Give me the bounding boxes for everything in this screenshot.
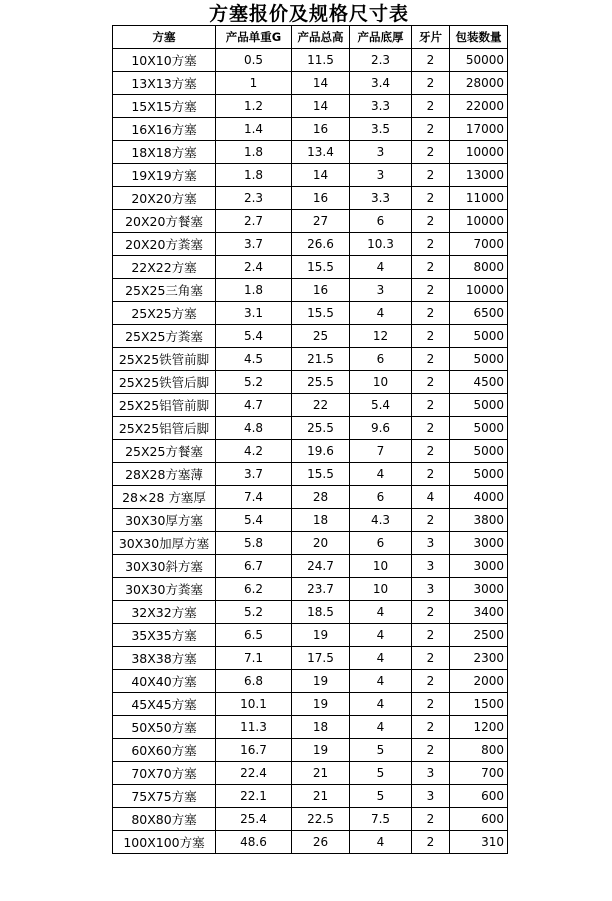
cell-name: 50X50方塞 xyxy=(113,716,216,739)
cell-base-thickness: 7.5 xyxy=(350,808,412,831)
cell-package-qty: 3000 xyxy=(450,555,508,578)
cell-package-qty: 5000 xyxy=(450,440,508,463)
cell-weight: 5.2 xyxy=(216,371,292,394)
cell-weight: 1.8 xyxy=(216,279,292,302)
cell-package-qty: 10000 xyxy=(450,279,508,302)
cell-total-height: 16 xyxy=(292,279,350,302)
table-row xyxy=(113,486,508,509)
table-row xyxy=(113,72,508,95)
cell-base-thickness: 4 xyxy=(350,831,412,854)
table-row xyxy=(113,256,508,279)
cell-teeth: 2 xyxy=(412,256,450,279)
price-spec-table xyxy=(112,25,508,854)
cell-name: 75X75方塞 xyxy=(113,785,216,808)
cell-name: 13X13方塞 xyxy=(113,72,216,95)
page-title: 方塞报价及规格尺寸表 xyxy=(208,3,409,25)
table-row xyxy=(113,555,508,578)
table-row xyxy=(113,578,508,601)
table-row xyxy=(113,325,508,348)
cell-base-thickness: 3 xyxy=(350,164,412,187)
cell-package-qty: 28000 xyxy=(450,72,508,95)
cell-weight: 7.1 xyxy=(216,647,292,670)
cell-total-height: 21 xyxy=(292,762,350,785)
cell-teeth: 2 xyxy=(412,394,450,417)
cell-package-qty: 5000 xyxy=(450,348,508,371)
cell-weight: 16.7 xyxy=(216,739,292,762)
cell-package-qty: 22000 xyxy=(450,95,508,118)
table-row xyxy=(113,739,508,762)
cell-teeth: 2 xyxy=(412,302,450,325)
cell-base-thickness: 5.4 xyxy=(350,394,412,417)
cell-weight: 1.4 xyxy=(216,118,292,141)
cell-base-thickness: 6 xyxy=(350,348,412,371)
table-row xyxy=(113,532,508,555)
cell-base-thickness: 12 xyxy=(350,325,412,348)
cell-base-thickness: 5 xyxy=(350,739,412,762)
cell-name: 30X30厚方塞 xyxy=(113,509,216,532)
cell-weight: 48.6 xyxy=(216,831,292,854)
cell-name: 30X30加厚方塞 xyxy=(113,532,216,555)
cell-base-thickness: 5 xyxy=(350,762,412,785)
cell-weight: 4.5 xyxy=(216,348,292,371)
cell-base-thickness: 3 xyxy=(350,279,412,302)
cell-teeth: 2 xyxy=(412,601,450,624)
cell-weight: 6.5 xyxy=(216,624,292,647)
cell-teeth: 4 xyxy=(412,486,450,509)
table-row xyxy=(113,302,508,325)
column-header-total-height: 产品总高 xyxy=(292,26,350,49)
cell-name: 25X25铝管后脚 xyxy=(113,417,216,440)
cell-name: 40X40方塞 xyxy=(113,670,216,693)
cell-name: 10X10方塞 xyxy=(113,49,216,72)
cell-name: 30X30方粪塞 xyxy=(113,578,216,601)
column-header-name: 方塞 xyxy=(113,26,216,49)
cell-package-qty: 2300 xyxy=(450,647,508,670)
cell-name: 25X25方塞 xyxy=(113,302,216,325)
cell-total-height: 18.5 xyxy=(292,601,350,624)
column-header-weight: 产品单重G xyxy=(216,26,292,49)
cell-total-height: 19 xyxy=(292,624,350,647)
cell-package-qty: 50000 xyxy=(450,49,508,72)
column-header-base-thickness: 产品底厚 xyxy=(350,26,412,49)
table-row xyxy=(113,118,508,141)
cell-total-height: 15.5 xyxy=(292,256,350,279)
cell-base-thickness: 6 xyxy=(350,532,412,555)
cell-name: 70X70方塞 xyxy=(113,762,216,785)
table-row xyxy=(113,417,508,440)
cell-package-qty: 11000 xyxy=(450,187,508,210)
cell-base-thickness: 4.3 xyxy=(350,509,412,532)
cell-package-qty: 5000 xyxy=(450,463,508,486)
cell-package-qty: 4500 xyxy=(450,371,508,394)
table-body xyxy=(113,49,508,854)
cell-total-height: 21 xyxy=(292,785,350,808)
table-row xyxy=(113,463,508,486)
cell-name: 25X25三角塞 xyxy=(113,279,216,302)
cell-base-thickness: 4 xyxy=(350,463,412,486)
cell-package-qty: 310 xyxy=(450,831,508,854)
cell-package-qty: 13000 xyxy=(450,164,508,187)
cell-total-height: 22 xyxy=(292,394,350,417)
cell-weight: 1.8 xyxy=(216,164,292,187)
cell-package-qty: 8000 xyxy=(450,256,508,279)
cell-total-height: 23.7 xyxy=(292,578,350,601)
table-row xyxy=(113,95,508,118)
cell-total-height: 20 xyxy=(292,532,350,555)
cell-weight: 5.4 xyxy=(216,325,292,348)
cell-teeth: 2 xyxy=(412,325,450,348)
cell-teeth: 2 xyxy=(412,279,450,302)
cell-total-height: 25.5 xyxy=(292,417,350,440)
cell-teeth: 3 xyxy=(412,785,450,808)
cell-package-qty: 700 xyxy=(450,762,508,785)
cell-teeth: 3 xyxy=(412,762,450,785)
cell-total-height: 13.4 xyxy=(292,141,350,164)
cell-base-thickness: 10.3 xyxy=(350,233,412,256)
cell-total-height: 16 xyxy=(292,118,350,141)
cell-name: 25X25铁管后脚 xyxy=(113,371,216,394)
cell-teeth: 2 xyxy=(412,463,450,486)
cell-package-qty: 1500 xyxy=(450,693,508,716)
cell-base-thickness: 4 xyxy=(350,716,412,739)
cell-total-height: 22.5 xyxy=(292,808,350,831)
cell-total-height: 14 xyxy=(292,95,350,118)
cell-weight: 5.2 xyxy=(216,601,292,624)
cell-name: 25X25方粪塞 xyxy=(113,325,216,348)
cell-teeth: 2 xyxy=(412,49,450,72)
cell-package-qty: 10000 xyxy=(450,141,508,164)
cell-teeth: 2 xyxy=(412,233,450,256)
cell-weight: 3.7 xyxy=(216,233,292,256)
cell-base-thickness: 4 xyxy=(350,256,412,279)
cell-package-qty: 5000 xyxy=(450,325,508,348)
cell-teeth: 2 xyxy=(412,187,450,210)
cell-weight: 3.7 xyxy=(216,463,292,486)
cell-weight: 22.1 xyxy=(216,785,292,808)
cell-name: 30X30斜方塞 xyxy=(113,555,216,578)
cell-weight: 6.8 xyxy=(216,670,292,693)
table-row xyxy=(113,831,508,854)
cell-weight: 0.5 xyxy=(216,49,292,72)
cell-name: 16X16方塞 xyxy=(113,118,216,141)
cell-weight: 2.7 xyxy=(216,210,292,233)
cell-name: 15X15方塞 xyxy=(113,95,216,118)
cell-total-height: 19 xyxy=(292,693,350,716)
cell-total-height: 15.5 xyxy=(292,302,350,325)
table-row xyxy=(113,187,508,210)
cell-teeth: 3 xyxy=(412,532,450,555)
cell-teeth: 2 xyxy=(412,739,450,762)
cell-teeth: 2 xyxy=(412,210,450,233)
table-row xyxy=(113,624,508,647)
cell-package-qty: 17000 xyxy=(450,118,508,141)
cell-package-qty: 3400 xyxy=(450,601,508,624)
cell-base-thickness: 4 xyxy=(350,624,412,647)
cell-total-height: 17.5 xyxy=(292,647,350,670)
cell-package-qty: 3000 xyxy=(450,578,508,601)
cell-base-thickness: 6 xyxy=(350,486,412,509)
cell-base-thickness: 4 xyxy=(350,302,412,325)
cell-teeth: 2 xyxy=(412,72,450,95)
cell-package-qty: 5000 xyxy=(450,394,508,417)
cell-total-height: 18 xyxy=(292,509,350,532)
cell-package-qty: 800 xyxy=(450,739,508,762)
cell-weight: 3.1 xyxy=(216,302,292,325)
cell-weight: 1.2 xyxy=(216,95,292,118)
cell-teeth: 2 xyxy=(412,831,450,854)
cell-weight: 4.7 xyxy=(216,394,292,417)
table-row xyxy=(113,601,508,624)
table-row xyxy=(113,785,508,808)
cell-teeth: 2 xyxy=(412,164,450,187)
cell-total-height: 16 xyxy=(292,187,350,210)
cell-package-qty: 600 xyxy=(450,808,508,831)
cell-base-thickness: 9.6 xyxy=(350,417,412,440)
cell-teeth: 2 xyxy=(412,141,450,164)
table-row xyxy=(113,440,508,463)
cell-total-height: 14 xyxy=(292,164,350,187)
cell-total-height: 24.7 xyxy=(292,555,350,578)
cell-weight: 7.4 xyxy=(216,486,292,509)
cell-weight: 6.2 xyxy=(216,578,292,601)
cell-name: 25X25方餐塞 xyxy=(113,440,216,463)
column-header-package-qty: 包装数量 xyxy=(450,26,508,49)
cell-weight: 4.2 xyxy=(216,440,292,463)
cell-base-thickness: 10 xyxy=(350,555,412,578)
cell-weight: 2.3 xyxy=(216,187,292,210)
cell-weight: 11.3 xyxy=(216,716,292,739)
cell-package-qty: 6500 xyxy=(450,302,508,325)
cell-name: 45X45方塞 xyxy=(113,693,216,716)
cell-base-thickness: 3.3 xyxy=(350,95,412,118)
cell-name: 19X19方塞 xyxy=(113,164,216,187)
cell-base-thickness: 4 xyxy=(350,647,412,670)
cell-name: 38X38方塞 xyxy=(113,647,216,670)
cell-total-height: 21.5 xyxy=(292,348,350,371)
cell-total-height: 25 xyxy=(292,325,350,348)
cell-total-height: 26 xyxy=(292,831,350,854)
cell-name: 20X20方塞 xyxy=(113,187,216,210)
cell-teeth: 2 xyxy=(412,440,450,463)
cell-total-height: 14 xyxy=(292,72,350,95)
table-row xyxy=(113,762,508,785)
cell-total-height: 19 xyxy=(292,670,350,693)
cell-package-qty: 10000 xyxy=(450,210,508,233)
table-header-row xyxy=(113,26,508,49)
cell-teeth: 2 xyxy=(412,118,450,141)
cell-base-thickness: 3.3 xyxy=(350,187,412,210)
cell-name: 22X22方塞 xyxy=(113,256,216,279)
cell-name: 35X35方塞 xyxy=(113,624,216,647)
table-row xyxy=(113,141,508,164)
table-row xyxy=(113,509,508,532)
cell-teeth: 2 xyxy=(412,509,450,532)
cell-package-qty: 3800 xyxy=(450,509,508,532)
cell-base-thickness: 4 xyxy=(350,670,412,693)
cell-base-thickness: 5 xyxy=(350,785,412,808)
table-row xyxy=(113,371,508,394)
cell-base-thickness: 7 xyxy=(350,440,412,463)
table-row xyxy=(113,647,508,670)
cell-total-height: 25.5 xyxy=(292,371,350,394)
cell-package-qty: 2000 xyxy=(450,670,508,693)
cell-package-qty: 5000 xyxy=(450,417,508,440)
cell-name: 25X25铁管前脚 xyxy=(113,348,216,371)
cell-base-thickness: 4 xyxy=(350,601,412,624)
cell-teeth: 2 xyxy=(412,808,450,831)
table-row xyxy=(113,164,508,187)
table-row xyxy=(113,394,508,417)
cell-name: 100X100方塞 xyxy=(113,831,216,854)
cell-weight: 5.4 xyxy=(216,509,292,532)
table-row xyxy=(113,670,508,693)
cell-total-height: 19.6 xyxy=(292,440,350,463)
table-row xyxy=(113,279,508,302)
cell-teeth: 2 xyxy=(412,417,450,440)
cell-total-height: 19 xyxy=(292,739,350,762)
cell-teeth: 2 xyxy=(412,670,450,693)
cell-name: 80X80方塞 xyxy=(113,808,216,831)
cell-name: 25X25铝管前脚 xyxy=(113,394,216,417)
cell-total-height: 28 xyxy=(292,486,350,509)
cell-weight: 2.4 xyxy=(216,256,292,279)
cell-package-qty: 7000 xyxy=(450,233,508,256)
cell-teeth: 3 xyxy=(412,578,450,601)
cell-name: 28X28方塞薄 xyxy=(113,463,216,486)
table-row xyxy=(113,210,508,233)
cell-name: 20X20方粪塞 xyxy=(113,233,216,256)
cell-name: 20X20方餐塞 xyxy=(113,210,216,233)
cell-weight: 25.4 xyxy=(216,808,292,831)
cell-name: 32X32方塞 xyxy=(113,601,216,624)
cell-teeth: 2 xyxy=(412,348,450,371)
cell-teeth: 2 xyxy=(412,647,450,670)
column-header-teeth: 牙片 xyxy=(412,26,450,49)
table-row xyxy=(113,693,508,716)
table-row xyxy=(113,49,508,72)
cell-package-qty: 4000 xyxy=(450,486,508,509)
cell-total-height: 26.6 xyxy=(292,233,350,256)
cell-total-height: 15.5 xyxy=(292,463,350,486)
cell-base-thickness: 3.5 xyxy=(350,118,412,141)
cell-name: 60X60方塞 xyxy=(113,739,216,762)
cell-teeth: 2 xyxy=(412,624,450,647)
table-row xyxy=(113,348,508,371)
cell-base-thickness: 3.4 xyxy=(350,72,412,95)
cell-base-thickness: 3 xyxy=(350,141,412,164)
cell-name: 28×28 方塞厚 xyxy=(113,486,216,509)
cell-weight: 1.8 xyxy=(216,141,292,164)
cell-package-qty: 1200 xyxy=(450,716,508,739)
cell-weight: 6.7 xyxy=(216,555,292,578)
cell-base-thickness: 2.3 xyxy=(350,49,412,72)
table-row xyxy=(113,233,508,256)
cell-teeth: 2 xyxy=(412,716,450,739)
cell-package-qty: 2500 xyxy=(450,624,508,647)
cell-weight: 22.4 xyxy=(216,762,292,785)
cell-weight: 10.1 xyxy=(216,693,292,716)
cell-package-qty: 3000 xyxy=(450,532,508,555)
cell-teeth: 2 xyxy=(412,371,450,394)
cell-teeth: 2 xyxy=(412,95,450,118)
cell-base-thickness: 4 xyxy=(350,693,412,716)
cell-total-height: 11.5 xyxy=(292,49,350,72)
cell-base-thickness: 10 xyxy=(350,578,412,601)
cell-base-thickness: 10 xyxy=(350,371,412,394)
cell-base-thickness: 6 xyxy=(350,210,412,233)
cell-weight: 5.8 xyxy=(216,532,292,555)
cell-weight: 1 xyxy=(216,72,292,95)
cell-total-height: 18 xyxy=(292,716,350,739)
cell-total-height: 27 xyxy=(292,210,350,233)
table-row xyxy=(113,716,508,739)
cell-teeth: 3 xyxy=(412,555,450,578)
cell-weight: 4.8 xyxy=(216,417,292,440)
cell-package-qty: 600 xyxy=(450,785,508,808)
cell-teeth: 2 xyxy=(412,693,450,716)
cell-name: 18X18方塞 xyxy=(113,141,216,164)
table-row xyxy=(113,808,508,831)
